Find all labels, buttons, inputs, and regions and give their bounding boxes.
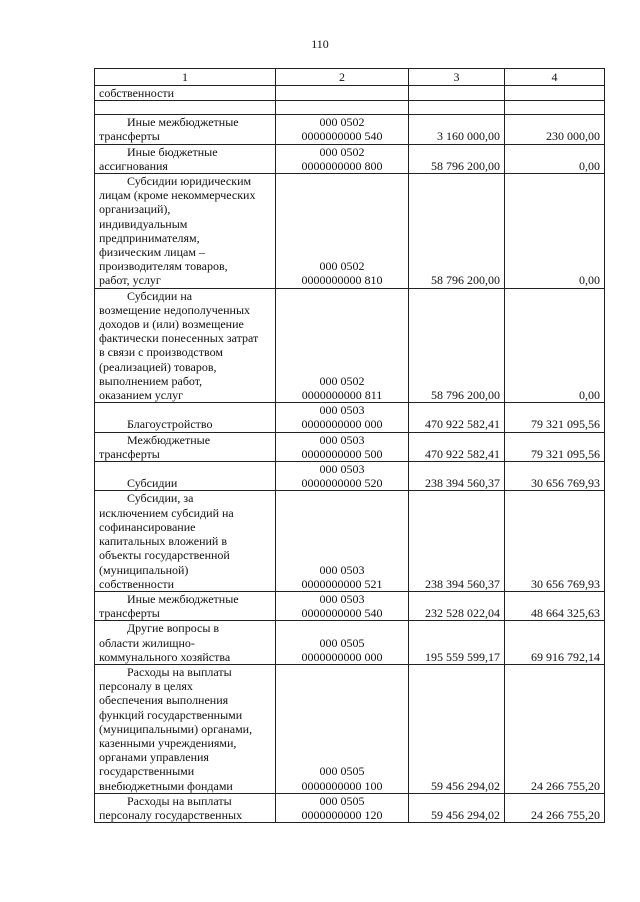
- expense-name: Межбюджетные трансферты: [99, 432, 211, 461]
- table-header-row: [95, 69, 605, 86]
- budget-code-cell: 000 0503 0000000000 540: [276, 591, 409, 620]
- amount-column-4-cell: 24 266 755,20: [505, 793, 605, 822]
- amount-column-3-cell: 58 796 200,00: [409, 144, 505, 173]
- table-row: [95, 115, 605, 144]
- expense-name: собственности: [99, 86, 175, 100]
- amount-column-3-cell: 195 559 599,17: [409, 621, 505, 665]
- expense-name-cell: [95, 664, 276, 793]
- expense-name-cell: [95, 621, 276, 665]
- expense-name: Субсидии: [127, 476, 178, 491]
- amount-column-4-cell: 0,00: [505, 288, 605, 403]
- budget-code-cell: 000 0505 0000000000 000: [276, 621, 409, 665]
- table-row: [95, 491, 605, 591]
- budget-code-cell: 000 0505 0000000000 120: [276, 793, 409, 822]
- table-row: [95, 86, 605, 101]
- budget-code-cell: 000 0502 0000000000 800: [276, 144, 409, 173]
- column-header-3: 3: [409, 69, 505, 86]
- budget-code-cell: 000 0503 0000000000 000: [276, 403, 409, 432]
- table-row: [95, 403, 605, 432]
- amount-column-4-cell: 69 916 792,14: [505, 621, 605, 665]
- amount-column-4-cell: 48 664 325,63: [505, 591, 605, 620]
- table-row: [95, 621, 605, 665]
- expense-name-cell: [95, 288, 276, 403]
- expense-name: Расходы на выплаты персоналу в целях обеспечения выполнения функций государственными (муниципальными) органами, казенными учреждениями, органами управления государственными внебюджетными фондами: [99, 664, 253, 793]
- amount-column-3-cell: 58 796 200,00: [409, 174, 505, 289]
- column-header-4: 4: [505, 69, 605, 86]
- budget-code-cell: 000 0502 0000000000 811: [276, 288, 409, 403]
- expense-name: Другие вопросы в области жилищно- коммунального хозяйства: [99, 621, 231, 664]
- amount-column-3-cell: 59 456 294,02: [409, 793, 505, 822]
- amount-column-4-cell: 24 266 755,20: [505, 664, 605, 793]
- expense-name-cell: [95, 144, 276, 173]
- expense-name: Субсидии, за исключением субсидий на софинансирование капитальных вложений в объекты государственной (муниципальной) собственности: [99, 491, 234, 591]
- table-row: [95, 591, 605, 620]
- expense-name-cell: [95, 793, 276, 822]
- table-row: [95, 462, 605, 491]
- amount-column-4-cell: 79 321 095,56: [505, 403, 605, 432]
- table-body: [95, 86, 605, 823]
- budget-code-cell: 000 0503 0000000000 500: [276, 432, 409, 461]
- expense-name-cell: [95, 403, 276, 432]
- column-header-2: 2: [276, 69, 409, 86]
- amount-column-4-cell: 30 656 769,93: [505, 462, 605, 491]
- expense-name-cell: [95, 174, 276, 289]
- amount-column-3-cell: 59 456 294,02: [409, 664, 505, 793]
- amount-column-4-cell: 79 321 095,56: [505, 432, 605, 461]
- table-row: [95, 101, 605, 115]
- amount-column-3-cell: 58 796 200,00: [409, 288, 505, 403]
- budget-code-cell: [276, 86, 409, 101]
- budget-code-cell: [276, 101, 409, 115]
- expense-name-cell: [95, 86, 276, 101]
- expense-name: Иные межбюджетные трансферты: [99, 591, 239, 621]
- amount-column-4-cell: 30 656 769,93: [505, 491, 605, 591]
- expense-name: Расходы на выплаты персоналу государственных: [99, 793, 243, 822]
- column-header-1: 1: [95, 69, 276, 86]
- amount-column-3-cell: 238 394 560,37: [409, 462, 505, 491]
- amount-column-3-cell: 238 394 560,37: [409, 491, 505, 591]
- amount-column-3-cell: [409, 101, 505, 115]
- expense-name-cell: [95, 432, 276, 461]
- table-row: [95, 432, 605, 461]
- table-row: [95, 664, 605, 793]
- budget-code-cell: 000 0503 0000000000 520: [276, 462, 409, 491]
- budget-table: [94, 68, 605, 823]
- expense-name-cell: [95, 491, 276, 591]
- expense-name: Благоустройство: [127, 417, 213, 432]
- amount-column-4-cell: [505, 101, 605, 115]
- budget-code-cell: 000 0502 0000000000 810: [276, 174, 409, 289]
- amount-column-3-cell: 470 922 582,41: [409, 403, 505, 432]
- amount-column-4-cell: 0,00: [505, 174, 605, 289]
- amount-column-3-cell: 470 922 582,41: [409, 432, 505, 461]
- expense-name: Иные бюджетные ассигнования: [99, 144, 218, 173]
- amount-column-3-cell: [409, 86, 505, 101]
- amount-column-3-cell: 3 160 000,00: [409, 115, 505, 144]
- amount-column-3-cell: 232 528 022,04: [409, 591, 505, 620]
- table-row: [95, 793, 605, 822]
- expense-name: Субсидии юридическим лицам (кроме некоммерческих организаций), индивидуальным предпринимателям, физическим лицам – производителям товаров, работ, услуг: [99, 174, 256, 288]
- expense-name: Субсидии на возмещение недополученных доходов и (или) возмещение фактически понесенных затрат в связи с производством (реализацией) товаров, выполнением работ, оказанием услуг: [99, 288, 259, 403]
- amount-column-4-cell: 0,00: [505, 144, 605, 173]
- expense-name: Иные межбюджетные трансферты: [99, 115, 239, 144]
- table-row: [95, 174, 605, 289]
- expense-name-cell: [95, 591, 276, 620]
- budget-code-cell: 000 0503 0000000000 521: [276, 491, 409, 591]
- expense-name-cell: [95, 462, 276, 491]
- table-row: [95, 288, 605, 403]
- budget-code-cell: 000 0502 0000000000 540: [276, 115, 409, 144]
- page-number: 110: [311, 37, 329, 51]
- expense-name-cell: [95, 101, 276, 115]
- amount-column-4-cell: 230 000,00: [505, 115, 605, 144]
- budget-code-cell: 000 0505 0000000000 100: [276, 664, 409, 793]
- table-row: [95, 144, 605, 173]
- expense-name-cell: [95, 115, 276, 144]
- amount-column-4-cell: [505, 86, 605, 101]
